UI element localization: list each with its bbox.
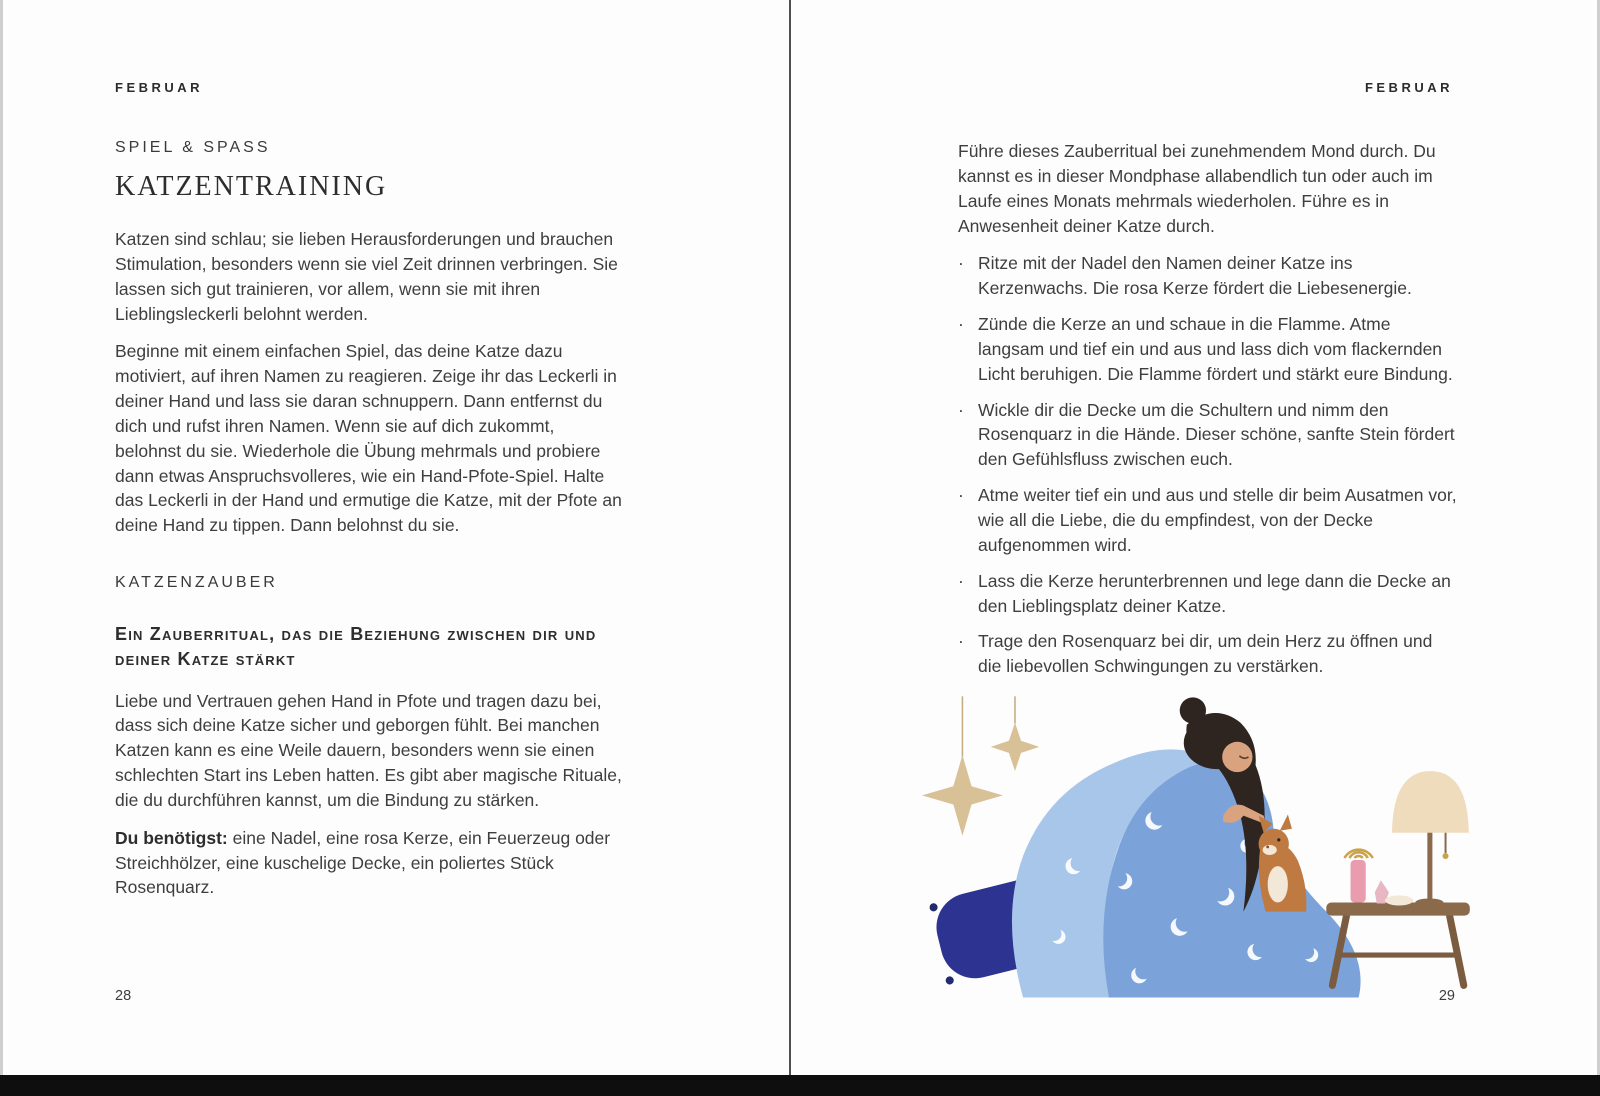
bullet-marker: · xyxy=(958,314,964,335)
bullet-marker: · xyxy=(958,399,964,420)
list-item xyxy=(958,483,1458,558)
list-item xyxy=(958,251,1458,301)
running-header-left: FEBRUAR xyxy=(115,80,204,95)
bullet-marker: · xyxy=(958,485,964,506)
page-right-text-column xyxy=(958,139,1458,690)
bullet-marker: · xyxy=(958,570,964,591)
blanket xyxy=(1012,749,1361,997)
materials-paragraph xyxy=(115,826,623,901)
candle-icon xyxy=(1344,850,1413,906)
illustration-container xyxy=(922,693,1488,1019)
hanging-stars-icon xyxy=(922,696,1039,835)
lamp-icon xyxy=(1392,771,1469,906)
bullet-marker: · xyxy=(958,631,964,652)
list-item xyxy=(958,629,1458,679)
list-item-text: Trage den Rosenquarz bei dir, um dein Herz zu öffnen und die liebevollen Schwingungen zu verstärken. xyxy=(978,631,1433,677)
page-number-right: 29 xyxy=(1438,988,1455,1004)
paragraph: Katzen sind schlau; sie lieben Herausforderungen und brauchen Stimulation, besonders wenn sie viel Zeit drinnen verbringen. Sie lassen sich gut trainieren, vor allem, wenn sie mit ihren Lieblingsleckerli belohnt werden. xyxy=(115,229,618,324)
section-kicker: SPIEL & SPASS xyxy=(115,139,271,156)
list-item xyxy=(958,569,1458,619)
list-item xyxy=(958,398,1458,473)
hair-bun xyxy=(1180,697,1206,723)
paragraph: Liebe und Vertrauen gehen Hand in Pfote und tragen dazu bei, dass sich deine Katze sicher und geborgen fühlt. Bei manchen Katzen kann es eine Weile dauern, besonders wenn sie einen schlechten Start ins Leben hatten. Es gibt aber magische Rituale, die du durchführen kannst, um die Bindung zu stärken. xyxy=(115,690,622,810)
list-item-text: Lass die Kerze herunterbrennen und lege dann die Decke an den Lieblingsplatz deiner Katze. xyxy=(978,570,1451,616)
list-item-text: Ritze mit der Nadel den Namen deiner Katze ins Kerzenwachs. Die rosa Kerze fördert die Liebesenergie. xyxy=(978,253,1412,299)
ritual-illustration xyxy=(922,693,1488,1019)
bottom-black-bar xyxy=(0,1075,1600,1096)
chapter-title: KATZENTRAINING xyxy=(115,171,388,202)
cat xyxy=(1259,815,1307,912)
list-item-text: Wickle dir die Decke um die Schultern und nimm den Rosenquarz in die Hände. Dieser schöne, sanfte Stein fördert den Gefühlsfluss zwischen euch. xyxy=(978,399,1455,470)
page-edge-left xyxy=(0,0,3,1075)
materials-text: eine Nadel, eine rosa Kerze, ein Feuerzeug oder Streichhölzer, eine kuschelige Decke, ein poliertes Stück Rosenquarz. xyxy=(115,827,611,898)
bullet-marker: · xyxy=(958,253,964,274)
ritual-subheading: Ein Zauberritual, das die Beziehung zwischen dir und deiner Katze stärkt xyxy=(115,624,597,670)
ritual-steps-list xyxy=(958,251,1458,679)
paragraph: Beginne mit einem einfachen Spiel, das deine Katze dazu motiviert, auf ihren Namen zu reagieren. Zeige ihr das Leckerli in deiner Hand und lass sie daran schnuppern. Dann entfernst du dich und rufst ihren Namen. Wenn sie auf dich zukommt, belohnst du sie. Wiederhole die Übung mehrmals und probiere dann etwas Anspruchsvolleres, wie ein Hand-Pfote-Spiel. Halte das Leckerli in der Hand und ermutige die Katze, mit der Pfote an deine Hand zu tippen. Dann belohnst du sie. xyxy=(115,341,622,536)
spine-divider xyxy=(789,0,791,1075)
list-item xyxy=(958,312,1458,387)
section-heading-katzenzauber: KATZENZAUBER xyxy=(115,574,278,592)
running-header-right: FEBRUAR xyxy=(1364,80,1453,95)
page-number-left: 28 xyxy=(115,988,132,1004)
dish xyxy=(1385,895,1413,905)
ritual-intro-paragraph: Führe dieses Zauberritual bei zunehmendem Mond durch. Du kannst es in dieser Mondphase allabendlich tun oder auch im Laufe eines Monats mehrmals wiederholen. Führe es in Anwesenheit deiner Katze durch. xyxy=(958,141,1436,236)
list-item-text: Zünde die Kerze an und schaue in die Flamme. Atme langsam und tief ein und aus und lass dich vom flackernden Licht beruhigen. Die Flamme fördert und stärkt eure Bindung. xyxy=(978,314,1453,384)
list-item-text: Atme weiter tief ein und aus und stelle dir beim Ausatmen vor, wie all die Liebe, die du empfindest, von der Decke aufgenommen wird. xyxy=(978,485,1457,555)
materials-label: Du benötigst: xyxy=(115,827,228,848)
page-left-text-column xyxy=(115,139,623,913)
